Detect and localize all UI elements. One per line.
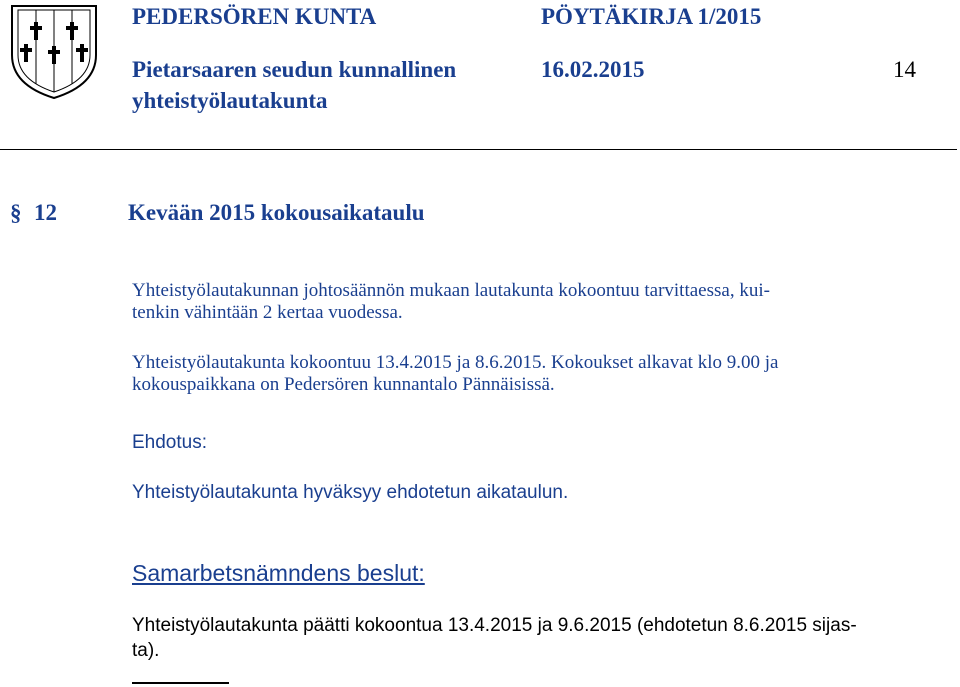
- page-number: 14: [893, 57, 916, 82]
- organization-subtitle-line-2: yhteistyölautakunta: [132, 88, 328, 113]
- paragraph-2-line-2: kokouspaikkana on Pedersören kunnantalo Pännäisissä.: [132, 374, 555, 395]
- section-title: Kevään 2015 kokousaikataulu: [128, 200, 425, 225]
- organization-name: PEDERSÖREN KUNTA: [132, 4, 377, 29]
- organization-subtitle-line-1: Pietarsaaren seudun kunnallinen: [132, 57, 457, 82]
- document-type: PÖYTÄKIRJA 1/2015: [541, 4, 762, 29]
- paragraph-1: [132, 280, 770, 324]
- paragraph-2: [132, 352, 778, 396]
- decision-line-1: Yhteistyölautakunta päätti kokoontua 13.4.2015 ja 9.6.2015 (ehdotetun 8.6.2015 sijas-: [132, 615, 857, 636]
- section-sign: §: [10, 200, 22, 225]
- paragraph-1-line-2: tenkin vähintään 2 kertaa vuodessa.: [132, 302, 403, 323]
- paragraph-1-line-1: Yhteistyölautakunnan johtosäännön mukaan lautakunta kokoontuu tarvittaessa, kui-: [132, 280, 770, 301]
- proposal-label: Ehdotus:: [132, 432, 207, 453]
- municipal-coat-of-arms-icon: [6, 0, 102, 100]
- section-heading: [10, 200, 425, 226]
- end-rule: [132, 682, 229, 684]
- section-number: 12: [34, 200, 57, 225]
- header-divider: [0, 149, 957, 150]
- paragraph-2-line-1: Yhteistyölautakunta kokoontuu 13.4.2015 ja 8.6.2015. Kokoukset alkavat klo 9.00 ja: [132, 352, 779, 373]
- decision-label: Samarbetsnämndens beslut:: [132, 560, 425, 586]
- proposal-text: Yhteistyölautakunta hyväksyy ehdotetun aikataulun.: [132, 482, 569, 503]
- decision-text: [132, 613, 857, 663]
- decision-line-2: ta).: [132, 640, 160, 661]
- document-date: 16.02.2015: [541, 57, 645, 82]
